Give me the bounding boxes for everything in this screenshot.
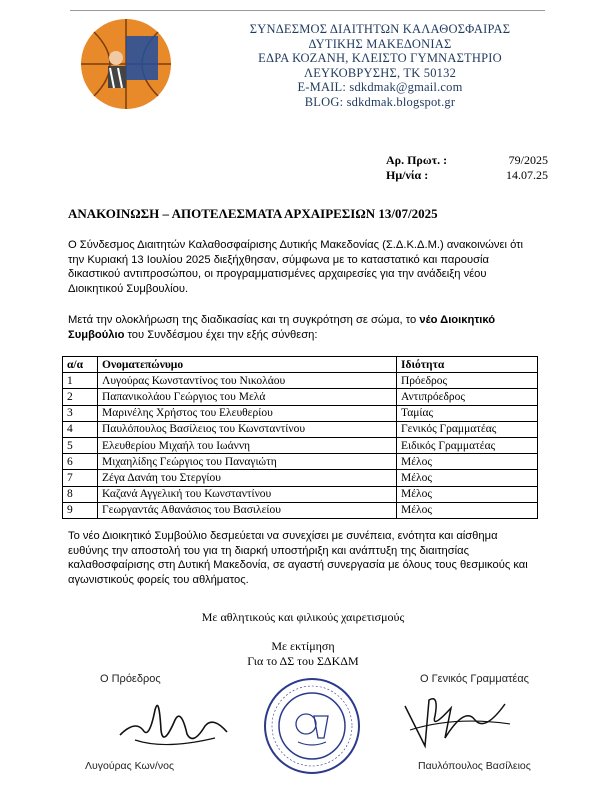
cell-role: Γενικός Γραμματέας xyxy=(397,421,538,437)
table-row xyxy=(63,389,538,405)
table-row xyxy=(63,437,538,453)
composition-text-bold: νέο Διοικητικό Συμβούλιο xyxy=(68,314,496,341)
table-header-row xyxy=(63,357,538,373)
president-title: Ο Πρόεδρος xyxy=(100,673,161,685)
secretary-name: Παυλόπουλος Βασίλειος xyxy=(418,760,531,772)
cell-name: Μαρινέλης Χρήστος του Ελευθερίου xyxy=(98,405,397,421)
header-line-blog[interactable]: BLOG: sdkdmak.blogspot.gr xyxy=(304,94,456,109)
cell-index: 1 xyxy=(63,373,98,389)
cell-name: Καζανά Αγγελική του Κωνσταντίνου xyxy=(98,486,397,502)
association-stamp xyxy=(262,676,362,776)
cell-index: 8 xyxy=(63,486,98,502)
cell-name: Ζέγα Δανάη του Στεργίου xyxy=(98,470,397,486)
association-logo xyxy=(80,18,172,110)
header-role: Ιδιότητα xyxy=(397,357,538,373)
table-row xyxy=(63,373,538,389)
table-row xyxy=(63,502,538,518)
composition-text-after: του Συνδέσμου έχει την εξής σύνθεση: xyxy=(124,328,318,341)
header-name: Ονοματεπώνυμο xyxy=(98,357,397,373)
cell-name: Παπανικολάου Γεώργιος του Μελά xyxy=(98,389,397,405)
cell-index: 3 xyxy=(63,405,98,421)
cell-index: 7 xyxy=(63,470,98,486)
cell-role: Αντιπρόεδρος xyxy=(397,389,538,405)
header-index: α/α xyxy=(63,357,98,373)
protocol-info xyxy=(386,153,548,183)
closing-paragraph: Το νέο Διοικητικό Συμβούλιο δεσμεύεται να συνεχίσει με συνέπεια, ενότητα και αίσθημα ευθύνης την αποστολή του για τη διαρκή υποστήριξη και ανάπτυξη της διαιτησίας καλαθοσφαίρισης στη Δυτική Μακεδονία, σε αγαστή συνεργασία με όλους τους θεσμικούς και αγωνιστικούς φορείς του αθλήματος. xyxy=(68,530,528,586)
header-rule xyxy=(70,10,545,11)
regards-line-1: Με εκτίμηση xyxy=(271,639,335,653)
protocol-number-label: Αρ. Πρωτ. : xyxy=(386,153,448,167)
header-line-address: ΛΕΥΚΟΒΡΥΣΗΣ, ΤΚ 50132 xyxy=(303,65,457,80)
table-row xyxy=(63,470,538,486)
cell-index: 5 xyxy=(63,437,98,453)
association-header xyxy=(180,22,580,109)
table-row xyxy=(63,421,538,437)
cell-role: Μέλος xyxy=(397,486,538,502)
secretary-title: Ο Γενικός Γραμματέας xyxy=(420,673,529,685)
table-row xyxy=(63,486,538,502)
header-line-email[interactable]: E-MAIL: sdkdmak@gmail.com xyxy=(297,80,463,94)
protocol-number-value: 79/2025 xyxy=(508,153,548,167)
cell-name: Γεωργαντάς Αθανάσιος του Βασιλείου xyxy=(98,502,397,518)
regards-line-2: Για το ΔΣ του ΣΔΚΔΜ xyxy=(247,654,359,668)
cell-index: 9 xyxy=(63,502,98,518)
cell-role: Ειδικός Γραμματέας xyxy=(397,437,538,453)
protocol-date-label: Ημ/νία : xyxy=(386,168,429,182)
board-table xyxy=(62,356,538,519)
cell-index: 2 xyxy=(63,389,98,405)
protocol-date-value: 14.07.25 xyxy=(506,168,548,182)
secretary-signature xyxy=(395,686,515,756)
table-row xyxy=(63,405,538,421)
greeting: Με αθλητικούς και φιλικούς χαιρετισμούς xyxy=(201,610,405,624)
table-row xyxy=(63,454,538,470)
cell-role: Μέλος xyxy=(397,470,538,486)
cell-name: Ελευθερίου Μιχαήλ του Ιωάννη xyxy=(98,437,397,453)
president-signature xyxy=(115,690,235,756)
composition-paragraph xyxy=(68,313,534,342)
cell-role: Μέλος xyxy=(397,502,538,518)
cell-name: Μιχαηλίδης Γεώργιος του Παναγιώτη xyxy=(98,454,397,470)
header-line-seat: ΕΔΡΑ ΚΟΖΑΝΗ, ΚΛΕΙΣΤΟ ΓΥΜΝΑΣΤΗΡΙΟ xyxy=(258,51,502,65)
cell-index: 6 xyxy=(63,454,98,470)
intro-paragraph: Ο Σύνδεσμος Διαιτητών Καλαθοσφαίρισης Δυτικής Μακεδονίας (Σ.Δ.Κ.Δ.Μ.) ανακοινώνει ότι την Κυριακή 13 Ιουλίου 2025 διεξήχθησαν, σύμφωνα με το καταστατικό και παρουσία δικαστικού αντιπροσώπου, οι προγραμματισμένες αρχαιρεσίες για την ανάδειξη νέου Διοικητικού Συμβουλίου. xyxy=(68,239,524,295)
header-line-name: ΣΥΝΔΕΣΜΟΣ ΔΙΑΙΤΗΤΩΝ ΚΑΛΑΘΟΣΦΑΙΡΑΣ xyxy=(249,22,511,36)
cell-role: Μέλος xyxy=(397,454,538,470)
composition-text-before: Μετά την ολοκλήρωση της διαδικασίας και τη συγκρότηση σε σώμα, το xyxy=(68,314,420,326)
cell-role: Πρόεδρος xyxy=(397,373,538,389)
cell-index: 4 xyxy=(63,421,98,437)
cell-role: Ταμίας xyxy=(397,405,538,421)
president-name: Λυγούρας Κων/νος xyxy=(85,760,174,772)
header-line-region: ΔΥΤΙΚΗΣ ΜΑΚΕΔΟΝΙΑΣ xyxy=(308,36,452,51)
regards xyxy=(0,639,606,669)
cell-name: Λυγούρας Κωνσταντίνος του Νικολάου xyxy=(98,373,397,389)
announcement-title: ΑΝΑΚΟΙΝΩΣΗ – ΑΠΟΤΕΛΕΣΜΑΤΑ ΑΡΧΑΙΡΕΣΙΩΝ 13/07/2025 xyxy=(68,206,438,221)
cell-name: Παυλόπουλος Βασίλειος του Κωνσταντίνου xyxy=(98,421,397,437)
